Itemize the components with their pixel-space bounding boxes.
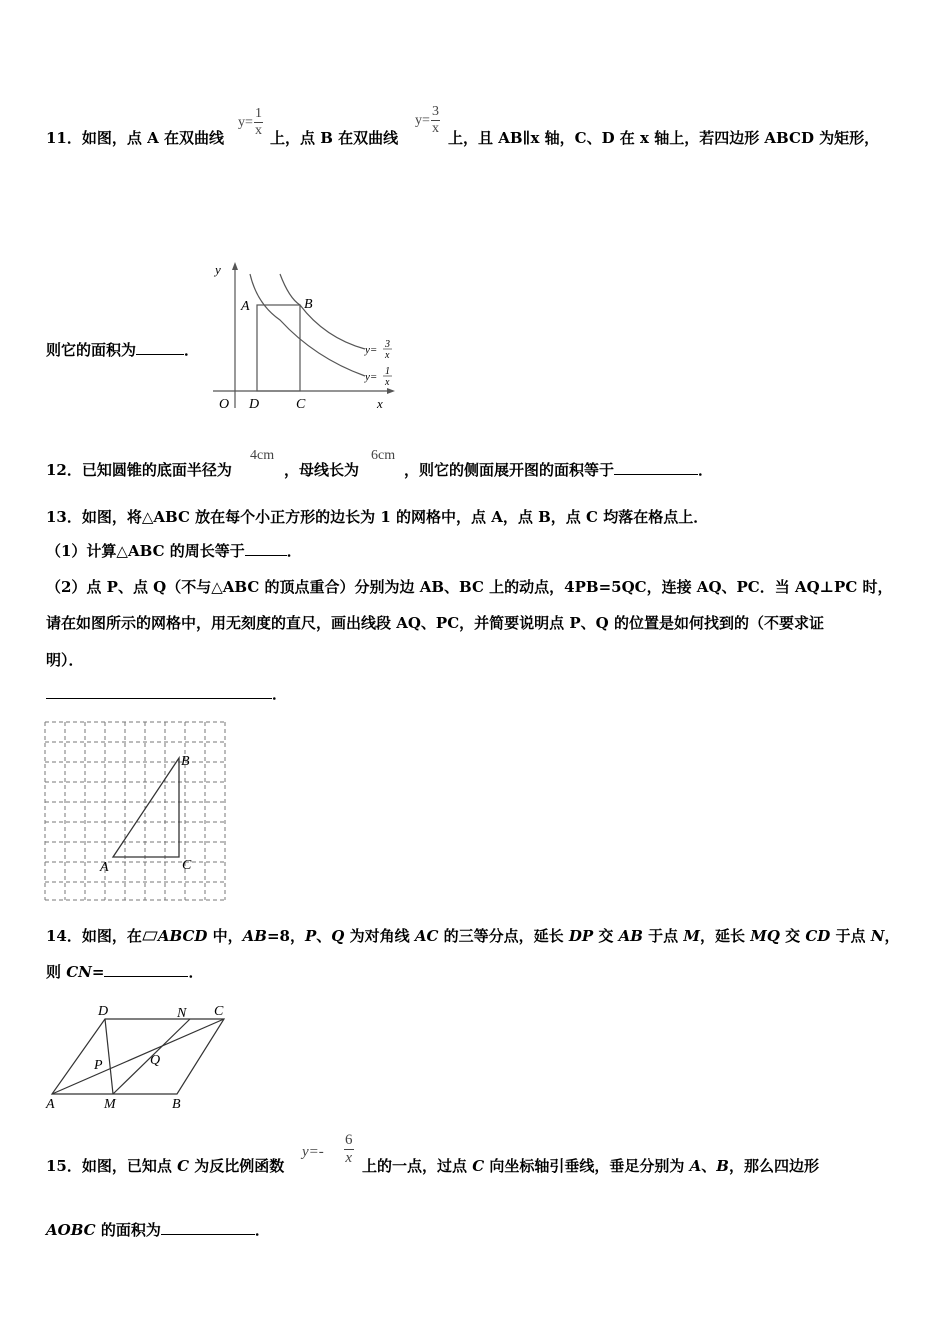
- q14-text-1d: AB: [242, 927, 267, 945]
- q13-text-4: 请在如图所示的网格中，用无刻度的直尺，画出线段 AQ、PC，并简要说明点 P、Q 的位置是如何找到的（不要求证: [46, 614, 824, 632]
- q14-text-1t: CD: [805, 927, 831, 945]
- q11-text-2: 上，点 B 在双曲线: [270, 129, 399, 147]
- q15-text-2b: 的面积为: [95, 1221, 161, 1239]
- q12-line-b: [284, 460, 359, 480]
- q14-text-1f: P: [305, 927, 317, 945]
- q13-line4: [46, 613, 824, 633]
- q11-fraction-2-num: 3: [432, 104, 439, 119]
- q14-text-1e: =8，: [266, 927, 305, 945]
- q13-text-2-end: ．: [286, 542, 302, 560]
- q14-text-1c: 中，: [207, 927, 243, 945]
- q11-text-3: 上，且 AB∥x 轴，C、D 在 x 轴上，若四边形 ABCD 为矩形，: [448, 129, 880, 147]
- q14-answer-blank[interactable]: [104, 962, 188, 977]
- q13-text-5: 明）．: [46, 651, 84, 669]
- q12-text-end: ．: [698, 461, 714, 479]
- q12-line: [46, 460, 232, 480]
- q15-text-1c: 为反比例函数: [189, 1157, 285, 1175]
- q11-curve-3x-num: 3: [385, 339, 390, 350]
- q11-y-arrow-icon: [232, 262, 238, 270]
- q11-label-o: O: [219, 397, 230, 412]
- q14-label-b: B: [172, 1097, 181, 1112]
- q15-fraction-prefix: y=-: [302, 1144, 324, 1160]
- q11-rectangle-abcd: [257, 305, 300, 391]
- q15-text-2a: AOBC: [46, 1221, 96, 1239]
- q14-label-a: A: [46, 1097, 55, 1112]
- q11-text-4: 则它的面积为: [46, 341, 137, 359]
- q13-answer-blank-1[interactable]: [245, 541, 287, 556]
- q11-label-c: C: [296, 397, 306, 412]
- q13-line3: [46, 577, 893, 597]
- q15-fraction-num: 6: [345, 1132, 353, 1148]
- q11-fraction-1: [238, 106, 263, 139]
- q14-text-1b: ABCD: [157, 927, 208, 945]
- q14-text-2b: CN: [66, 963, 92, 981]
- q13-text-3: （2）点 P、点 Q（不与△ABC 的顶点重合）分别为边 AB、BC 上的动点，4PB=5QC，连接 AQ、PC．当 AQ⊥PC 时，: [46, 578, 893, 596]
- q12-answer-blank[interactable]: [614, 460, 698, 475]
- q14-label-d: D: [98, 1004, 109, 1019]
- q14-text-2c: =: [91, 963, 105, 981]
- q11-line2: [46, 340, 199, 360]
- q14-label-q: Q: [150, 1053, 161, 1068]
- q11-curve-1x-prefix: y=: [365, 371, 378, 383]
- q15-text-1f: 向坐标轴引垂线，垂足分别为: [484, 1157, 690, 1175]
- q14-label-m: M: [104, 1097, 116, 1112]
- q14-text-1u: 于点: [830, 927, 871, 945]
- q15-text-1g: A: [689, 1157, 702, 1175]
- q13-line6: [46, 684, 287, 704]
- q13-line2: [46, 541, 302, 561]
- q13-label-a: A: [100, 860, 109, 875]
- q11-curve-1x-den: x: [385, 377, 390, 388]
- q13-line1: [46, 507, 708, 527]
- q14-text-1h: Q: [331, 927, 345, 945]
- q12-text-3: ，则它的侧面展开图的面积等于: [404, 461, 615, 479]
- q15-text-1e: C: [472, 1157, 485, 1175]
- q15-text-1b: C: [177, 1157, 190, 1175]
- q13-grid: [45, 722, 225, 900]
- q13-text-1: 13．如图，将△ABC 放在每个小正方形的边长为 1 的网格中，点 A，点 B，点 C 均落在格点上．: [46, 508, 709, 526]
- q15-line1: [46, 1156, 284, 1176]
- q12-line-c: [404, 460, 713, 480]
- q14-line1: [46, 926, 900, 946]
- q14-text-2-end: ．: [188, 963, 204, 981]
- q15-text-1a: 15．如图，已知点: [46, 1157, 178, 1175]
- q12-slant-length: 6cm: [371, 448, 396, 463]
- q13-text-2: （1）计算△ABC 的周长等于: [46, 542, 245, 560]
- q15-text-2-end: ．: [254, 1221, 270, 1239]
- q13-line5: [46, 650, 84, 670]
- q11-curve-1x-num: 1: [385, 366, 390, 377]
- q15-line1b: [362, 1156, 819, 1176]
- q11-curve-1x: [250, 274, 365, 376]
- q15-line2: [46, 1220, 270, 1240]
- q15-text-1d: 上的一点，过点: [362, 1157, 473, 1175]
- q11-fraction-2-prefix: y=: [415, 113, 430, 128]
- q14-text-1o: 于点: [642, 927, 684, 945]
- q11-figure: [205, 258, 405, 418]
- q14-text-1w: ，: [884, 927, 900, 945]
- q14-line-dm: [105, 1019, 113, 1094]
- q14-text-1i: 为对角线: [344, 927, 415, 945]
- q14-text-1a: 14．如图，在: [46, 927, 142, 945]
- q14-text-1l: DP: [568, 927, 594, 945]
- q14-text-1q: ，延长: [700, 927, 751, 945]
- q11-label-x: x: [377, 396, 383, 411]
- q11-answer-blank[interactable]: [136, 340, 184, 355]
- q15-fraction: [302, 1132, 354, 1167]
- q11-line1: [46, 128, 224, 148]
- q14-label-c: C: [214, 1004, 224, 1019]
- q15-answer-blank[interactable]: [161, 1220, 255, 1235]
- q14-label-n: N: [177, 1006, 187, 1021]
- q13-grid-figure: [44, 721, 228, 903]
- q11-fraction-1-den: x: [255, 123, 262, 138]
- q13-label-b: B: [181, 754, 190, 769]
- q11-line1c: [448, 128, 879, 148]
- q11-x-arrow-icon: [387, 388, 395, 394]
- q11-text-1: 11．如图，点 A 在双曲线: [46, 129, 224, 147]
- q11-label-y: y: [215, 262, 221, 277]
- q11-label-d: D: [249, 397, 260, 412]
- q11-fraction-1-num: 1: [255, 106, 262, 121]
- q14-text-1n: AB: [618, 927, 643, 945]
- q13-text-6-end: ．: [272, 685, 288, 703]
- q15-text-1h: 、: [701, 1157, 717, 1175]
- q13-label-c: C: [182, 858, 192, 873]
- q11-label-b: B: [304, 297, 313, 312]
- q15-fraction-den: x: [345, 1150, 353, 1166]
- q14-label-p: P: [94, 1058, 103, 1073]
- q14-line2: [46, 962, 203, 982]
- q14-figure: [42, 998, 232, 1113]
- q14-text-1r: MQ: [750, 927, 780, 945]
- q14-text-1j: AC: [414, 927, 439, 945]
- q14-text-1k: 的三等分点，延长: [438, 927, 569, 945]
- q15-text-1i: B: [716, 1157, 729, 1175]
- q15-text-1j: ，那么四边形: [728, 1157, 819, 1175]
- q11-curve-3x-prefix: y=: [365, 344, 378, 356]
- q13-answer-blank-2[interactable]: [46, 684, 272, 699]
- q11-curve-3x: [280, 274, 365, 349]
- q14-text-1v: N: [870, 927, 885, 945]
- parallelogram-icon: [142, 930, 158, 942]
- q14-text-1p: M: [683, 927, 700, 945]
- q12-radius: 4cm: [250, 448, 275, 463]
- q11-fraction-2-den: x: [432, 121, 439, 136]
- q11-fraction-1-prefix: y=: [238, 115, 253, 130]
- q11-curve-3x-den: x: [385, 350, 390, 361]
- q14-text-1m: 交: [593, 927, 619, 945]
- q11-text-4-end: ．: [184, 341, 200, 359]
- q11-fraction-2: [415, 104, 440, 137]
- q14-text-1s: 交: [779, 927, 806, 945]
- q11-line1b: [270, 128, 398, 148]
- q11-label-a: A: [241, 299, 250, 314]
- q12-text-2: ，母线长为: [284, 461, 360, 479]
- q14-text-1g: 、: [316, 927, 332, 945]
- q12-text-1: 12．已知圆锥的底面半径为: [46, 461, 232, 479]
- q14-text-2a: 则: [46, 963, 67, 981]
